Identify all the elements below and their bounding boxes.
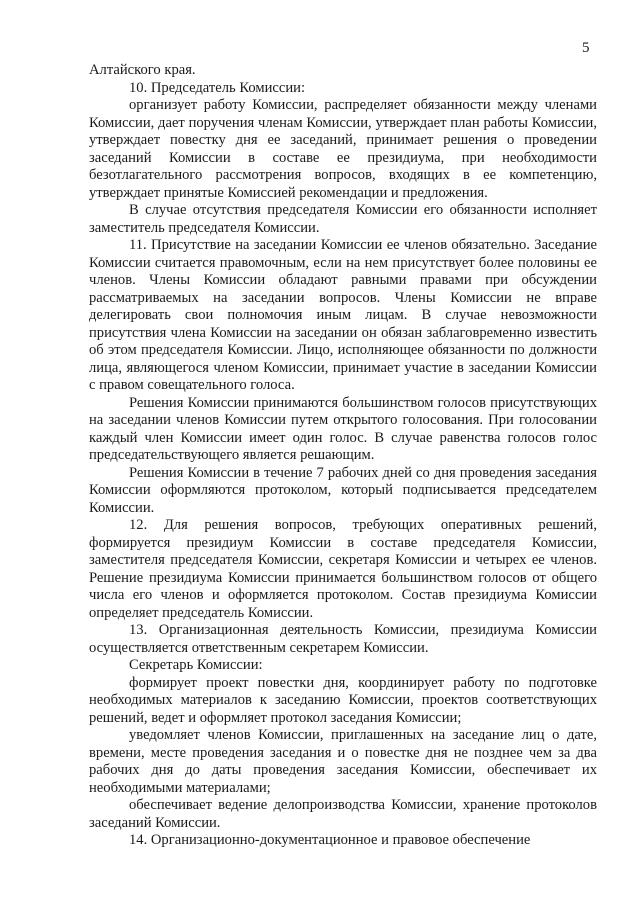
paragraph-item-13: 13. Организационная деятельность Комиссии, президиума Комиссии осуществляется ответственным секретарем Комиссии. — [89, 622, 597, 656]
document-body — [89, 62, 597, 850]
paragraph-decisions-voting: Решения Комиссии принимаются большинством голосов присутствующих на заседании членов Комиссии путем открытого голосования. При голосовании каждый член Комиссии имеет один голос. В случае равенства голосов голос председательствующего является решающим. — [89, 394, 597, 463]
paragraph-chairman-absence: В случае отсутствия председателя Комиссии его обязанности исполняет заместитель председателя Комиссии. — [89, 202, 597, 236]
paragraph-item-11: 11. Присутствие на заседании Комиссии ее членов обязательно. Заседание Комиссии считается правомочным, если на нем присутствует более половины ее членов. Члены Комиссии обладают равными правами при обсуждении рассматриваемых на заседании вопросов. Члены Комиссии не вправе делегировать свои полномочия иным лицам. В случае невозможности присутствия члена Комиссии на заседании он обязан заблаговременно известить об этом председателя Комиссии. Лицо, исполняющее обязанности по должности лица, являющегося членом Комиссии, принимает участие в заседании Комиссии с правом совещательного голоса. — [89, 237, 597, 393]
paragraph-decisions-protocol: Решения Комиссии в течение 7 рабочих дней со дня проведения заседания Комиссии оформляются протоколом, который подписывается председателем Комиссии. — [89, 464, 597, 516]
page-number: 5 — [582, 40, 590, 56]
paragraph-secretary-heading: Секретарь Комиссии: — [129, 657, 263, 673]
paragraph-region-end: Алтайского края. — [89, 62, 196, 78]
paragraph-chairman-duties: организует работу Комиссии, распределяет обязанности между членами Комиссии, дает поручения членам Комиссии, утверждает план работы Комиссии, утверждает повестку дня ее заседаний, принимает решения о проведении заседаний Комиссии в составе ее президиума, при необходимости безотлагательного рассмотрения вопросов, входящих в ее компетенцию, утверждает принятые Комиссией рекомендации и предложения. — [89, 97, 597, 201]
paragraph-item-12: 12. Для решения вопросов, требующих оперативных решений, формируется президиум Комиссии в составе председателя Комиссии, заместителя председателя Комиссии, секретаря Комиссии и четырех ее членов. Решение президиума Комиссии принимается большинством голосов от общего числа его членов и оформляется протоколом. Состав президиума Комиссии определяет председатель Комиссии. — [89, 517, 597, 621]
paragraph-secretary-notify: уведомляет членов Комиссии, приглашенных на заседание лиц о дате, времени, месте проведения заседания и о повестке дня не позднее чем за два рабочих дня до даты проведения заседания Комиссии, обеспечивает их необходимыми материалами; — [89, 727, 597, 796]
paragraph-secretary-agenda: формирует проект повестки дня, координирует работу по подготовке необходимых материалов к заседанию Комиссии, проектов соответствующих решений, ведет и оформляет протокол заседания Комиссии; — [89, 674, 597, 726]
paragraph-secretary-records: обеспечивает ведение делопроизводства Комиссии, хранение протоколов заседаний Комиссии. — [89, 797, 597, 831]
paragraph-item-10-heading: 10. Председатель Комиссии: — [129, 79, 306, 96]
paragraph-item-14: 14. Организационно-документационное и правовое обеспечение — [129, 832, 531, 848]
